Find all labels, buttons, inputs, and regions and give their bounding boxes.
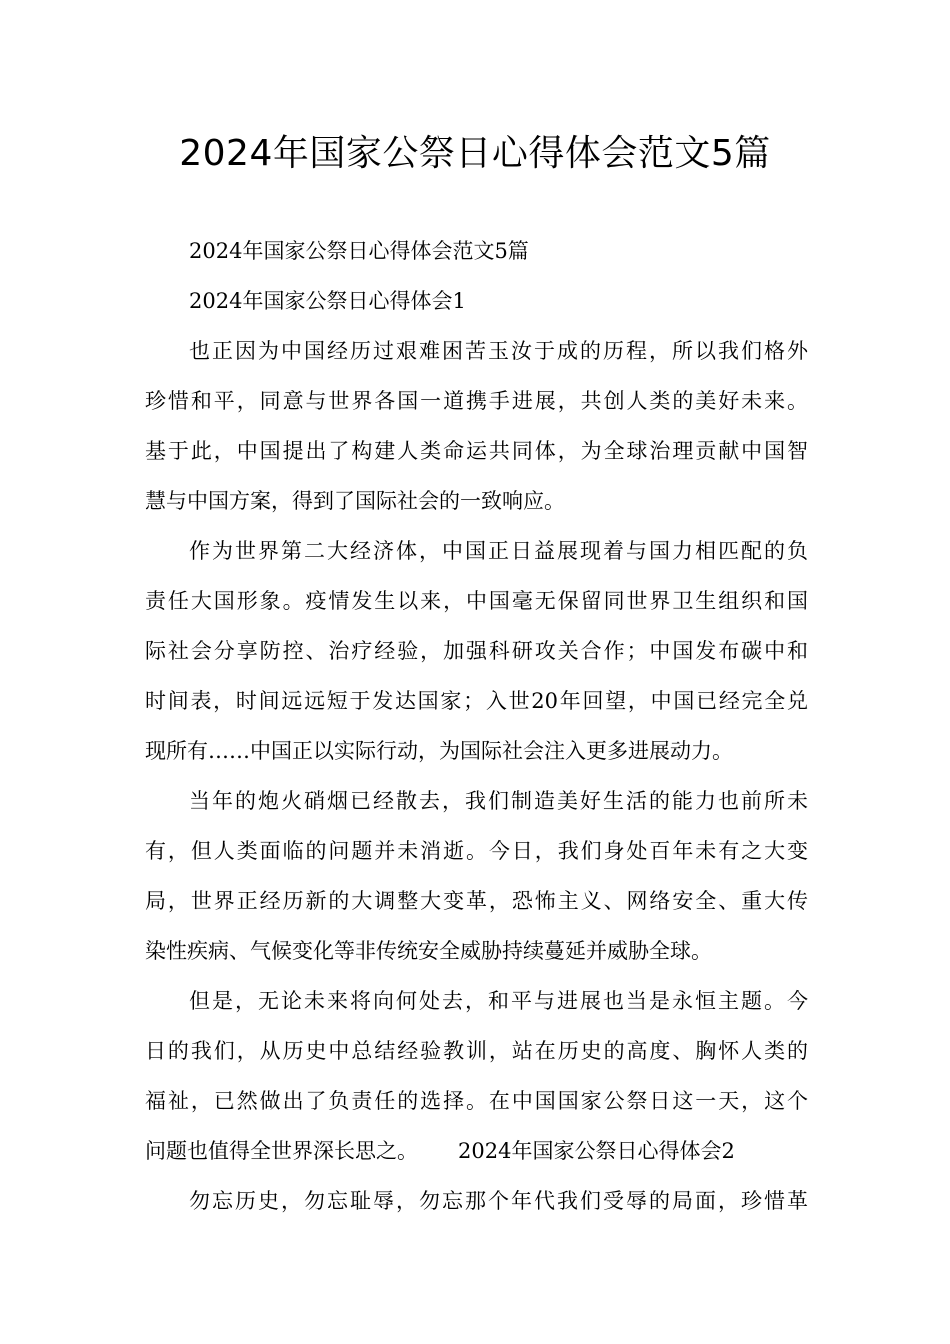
document-subtitle: 2024年国家公祭日心得体会范文5篇 <box>189 239 529 263</box>
document-title: 2024年国家公祭日心得体会范文5篇 <box>179 133 771 174</box>
paragraph-line: 责任大国形象。疫情发生以来，中国毫无保留同世界卫生组织和国 <box>145 589 808 613</box>
paragraph-line: 也正因为中国经历过艰难困苦玉汝于成的历程，所以我们格外 <box>189 339 808 363</box>
paragraph-line: 基于此，中国提出了构建人类命运共同体，为全球治理贡献中国智 <box>145 439 808 463</box>
paragraph-2 <box>145 532 808 771</box>
paragraph-5 <box>145 1182 808 1221</box>
paragraph-line: 际社会分享防控、治疗经验，加强科研攻关合作；中国发布碳中和 <box>145 639 808 663</box>
paragraph-line <box>145 1132 808 1171</box>
document-body <box>145 232 808 1221</box>
paragraph-1 <box>145 332 808 521</box>
paragraph-line: 当年的炮火硝烟已经散去，我们制造美好生活的能力也前所未 <box>189 789 808 813</box>
paragraph-line: 福祉，已然做出了负责任的选择。在中国国家公祭日这一天，这个 <box>145 1089 808 1113</box>
paragraph-line: 勿忘历史，勿忘耻辱，勿忘那个年代我们受辱的局面，珍惜革 <box>189 1189 808 1213</box>
paragraph-3 <box>145 782 808 971</box>
section-heading-2: 2024年国家公祭日心得体会2 <box>458 1139 735 1163</box>
paragraph-line: 有，但人类面临的问题并未消逝。今日，我们身处百年未有之大变 <box>145 839 808 863</box>
paragraph-4 <box>145 982 808 1171</box>
paragraph-line: 局，世界正经历新的大调整大变革，恐怖主义、网络安全、重大传 <box>145 889 808 913</box>
paragraph-line: 现所有……中国正以实际行动，为国际社会注入更多进展动力。 <box>145 739 733 763</box>
section-heading-1: 2024年国家公祭日心得体会1 <box>189 289 466 313</box>
paragraph-line: 染性疾病、气候变化等非传统安全威胁持续蔓延并威胁全球。 <box>145 939 712 963</box>
paragraph-line-text: 问题也值得全世界深长思之。 <box>145 1139 418 1163</box>
paragraph-line: 但是，无论未来将向何处去，和平与进展也当是永恒主题。今 <box>189 989 808 1013</box>
paragraph-line: 珍惜和平，同意与世界各国一道携手进展，共创人类的美好未来。 <box>145 389 808 413</box>
paragraph-line: 作为世界第二大经济体，中国正日益展现着与国力相匹配的负 <box>189 539 808 563</box>
paragraph-line: 时间表，时间远远短于发达国家；入世20年回望，中国已经完全兑 <box>145 689 808 713</box>
paragraph-line: 日的我们，从历史中总结经验教训，站在历史的高度、胸怀人类的 <box>145 1039 808 1063</box>
paragraph-line: 慧与中国方案，得到了国际社会的一致响应。 <box>145 489 565 513</box>
